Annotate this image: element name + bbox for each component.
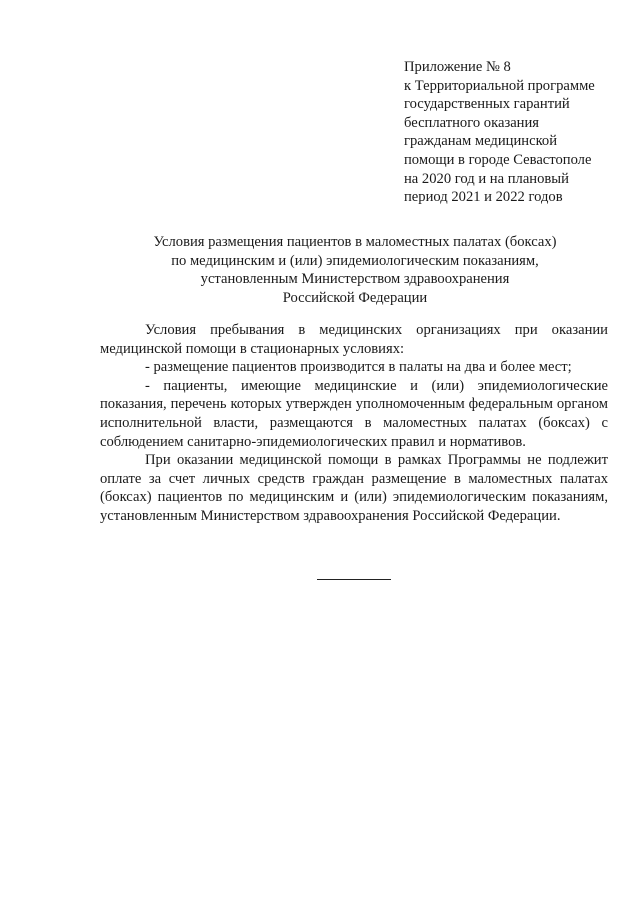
annex-line: помощи в городе Севастополе: [404, 151, 592, 168]
document-title: [100, 233, 610, 307]
body-paragraph: - размещение пациентов производится в палаты на два и более мест;: [145, 359, 572, 376]
annex-line: на 2020 год и на плановый: [404, 170, 569, 187]
annex-line: к Территориальной программе: [404, 77, 595, 94]
title-line: установленным Министерством здравоохранения: [200, 271, 510, 288]
title-line: по медицинским и (или) эпидемиологическим показаниям,: [171, 252, 539, 269]
annex-line: Приложение № 8: [404, 59, 511, 75]
document-body: [100, 321, 608, 526]
annex-header: [404, 58, 619, 207]
annex-line: бесплатного оказания: [404, 114, 540, 131]
body-paragraph: Условия пребывания в медицинских организациях при оказании медицинской помощи в стационарных условиях:: [100, 322, 608, 357]
annex-line: государственных гарантий: [404, 96, 570, 113]
body-paragraph: - пациенты, имеющие медицинские и (или) эпидемиологические показания, перечень которых утвержден уполномоченным федеральным органом исполнительной власти, размещаются в маломестных палатах (боксах) с соблюдением санитарно-эпидемиологических правил и нормативов.: [100, 377, 608, 450]
title-line: Российской Федерации: [282, 289, 428, 306]
annex-line: гражданам медицинской: [404, 133, 558, 150]
body-paragraph: При оказании медицинской помощи в рамках Программы не подлежит оплате за счет личных средств граждан размещение в маломестных палатах (боксах) пациентов по медицинским и (или) эпидемиологическим показаниям, установленным Министерством здравоохранения Российской Федерации.: [100, 452, 608, 524]
title-line: Условия размещения пациентов в маломестных палатах (боксах): [153, 234, 557, 250]
annex-line: период 2021 и 2022 годов: [404, 189, 563, 206]
closing-divider: [317, 579, 391, 580]
